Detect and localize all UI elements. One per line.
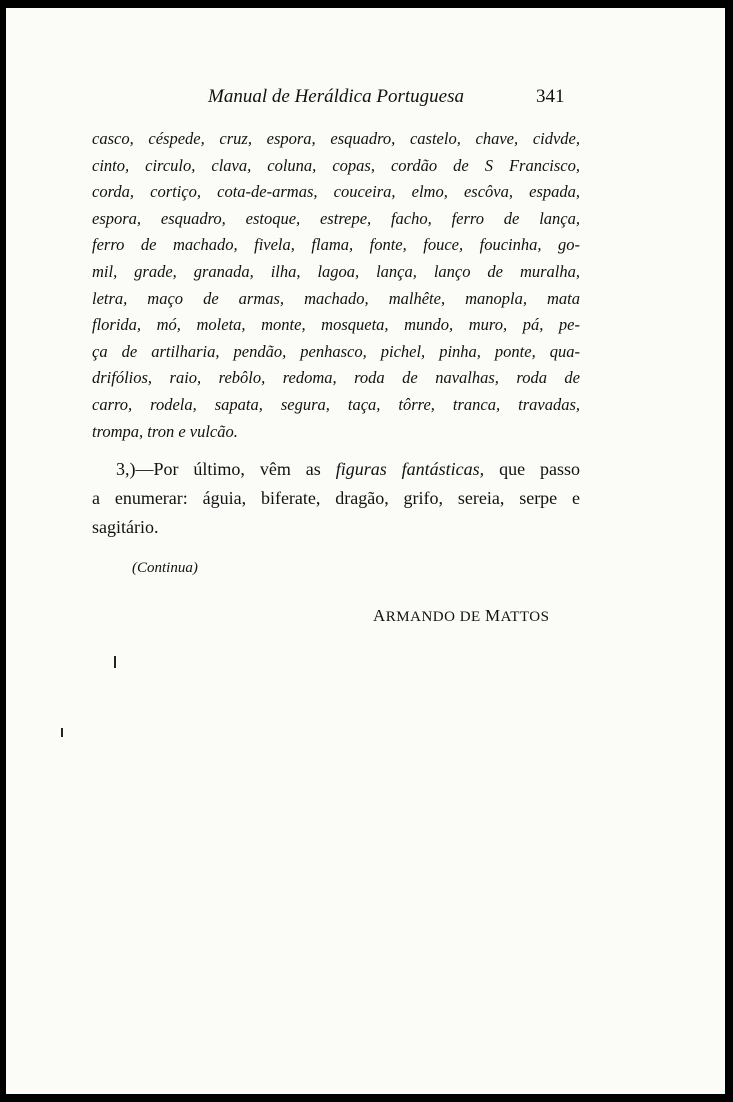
text-line: mil, grade, granada, ilha, lagoa, lança, lanço de muralha, bbox=[92, 261, 580, 281]
text-line: carro, rodela, sapata, segura, taça, tôrre, tranca, travadas, bbox=[92, 394, 580, 414]
continua-note: (Continua) bbox=[132, 560, 198, 576]
scan-speck bbox=[114, 656, 116, 668]
text-line: letra, maço de armas, machado, malhête, manopla, mata bbox=[92, 288, 580, 308]
signature-text: RMANDO DE bbox=[385, 609, 485, 625]
scan-speck bbox=[61, 728, 63, 737]
book-page bbox=[6, 8, 725, 1094]
signature-initial: A bbox=[373, 606, 386, 625]
text-line: sagitário. bbox=[92, 517, 159, 538]
text-line: corda, cortiço, cota-de-armas, couceira, elmo, escôva, espada, bbox=[92, 182, 580, 202]
text-line: ferro de machado, fivela, flama, fonte, fouce, foucinha, go- bbox=[92, 235, 580, 255]
text-line bbox=[92, 455, 580, 484]
text-run: que passo bbox=[484, 459, 580, 480]
text-line: ça de artilharia, pendão, penhasco, pichel, pinha, ponte, qua- bbox=[92, 341, 580, 361]
author-signature bbox=[373, 606, 549, 626]
roman-paragraph bbox=[92, 455, 580, 542]
signature-text: ATTOS bbox=[500, 609, 550, 625]
text-line: trompa, tron e vulcão. bbox=[92, 421, 238, 441]
text-line: drifólios, raio, rebôlo, redoma, roda de navalhas, roda de bbox=[92, 368, 580, 388]
text-line: florida, mó, moleta, monte, mosqueta, mundo, muro, pá, pe- bbox=[92, 315, 580, 335]
text-run: 3,)—Por último, vêm as bbox=[116, 459, 336, 480]
signature-initial: M bbox=[484, 606, 501, 625]
page-number: 341 bbox=[536, 86, 565, 107]
italic-term: figuras fantásticas, bbox=[335, 459, 485, 480]
running-head bbox=[6, 86, 725, 116]
text-line: espora, esquadro, estoque, estrepe, facho, ferro de lança, bbox=[92, 208, 580, 228]
text-line: casco, céspede, cruz, espora, esquadro, castelo, chave, cidvde, bbox=[92, 129, 580, 148]
body-text bbox=[92, 126, 580, 542]
running-title: Manual de Heráldica Portuguesa bbox=[208, 86, 464, 107]
text-line: a enumerar: águia, biferate, dragão, grifo, sereia, serpe e bbox=[92, 488, 580, 509]
italic-paragraph bbox=[92, 126, 580, 445]
text-line: cinto, circulo, clava, coluna, copas, cordão de S Francisco, bbox=[92, 155, 580, 175]
